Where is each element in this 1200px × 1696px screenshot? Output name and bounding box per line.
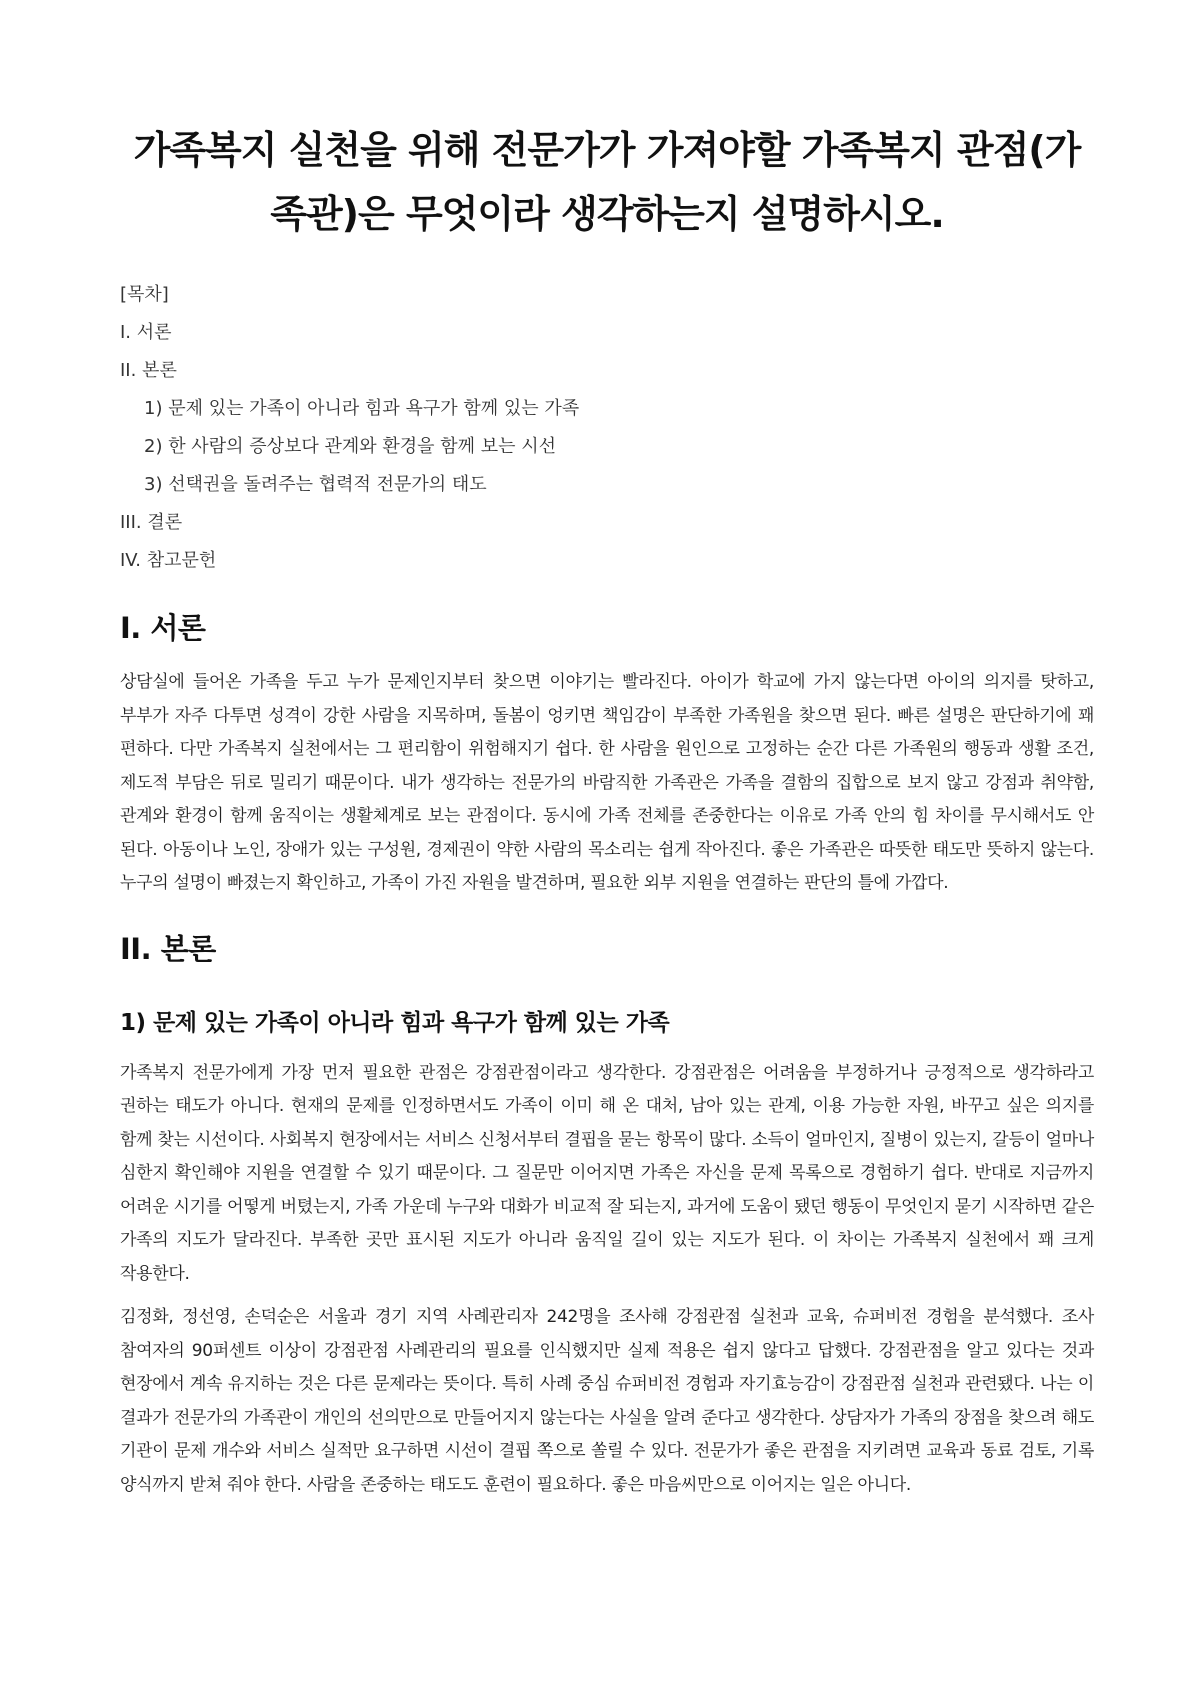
subsection-heading-1: 1) 문제 있는 가족이 아니라 힘과 욕구가 함께 있는 가족 bbox=[120, 1009, 670, 1036]
toc-item-conclusion: III. 결론 bbox=[120, 512, 183, 533]
section-heading-body: II. 본론 bbox=[120, 931, 216, 966]
table-of-contents bbox=[120, 276, 1094, 580]
toc-list bbox=[120, 314, 1094, 580]
body-paragraph-2: 김정화, 정선영, 손덕순은 서울과 경기 지역 사례관리자 242명을 조사해 강점관점 실천과 교육, 슈퍼비전 경험을 분석했다. 조사 참여자의 90퍼센트 이상이 강점관점 사례관리의 필요를 인식했지만 실제 적용은 쉽지 않다고 답했다. 강점관점을 알고 있다는 것과 현장에서 계속 유지하는 것은 다른 문제라는 뜻이다. 특히 사례 중심 슈퍼비전 경험과 자기효능감이 강점관점 실천과 관련됐다. 나는 이 결과가 전문가의 가족관이 개인의 선의만으로 만들어지지 않는다는 사실을 알려 준다고 생각한다. 상담자가 가족의 장점을 찾으려 해도 기관이 문제 개수와 서비스 실적만 요구하면 시선이 결핍 쪽으로 쏠릴 수 있다. 전문가가 좋은 관점을 지키려면 교육과 동료 검토, 기록 양식까지 받쳐 줘야 한다. 사람을 존중하는 태도도 훈련이 필요하다. 좋은 마음씨만으로 이어지는 일은 아니다. bbox=[120, 1307, 1094, 1495]
toc-item-intro: I. 서론 bbox=[120, 322, 172, 343]
section-body bbox=[120, 923, 1094, 1503]
body-paragraph-1: 가족복지 전문가에게 가장 먼저 필요한 관점은 강점관점이라고 생각한다. 강점관점은 어려움을 부정하거나 긍정적으로 생각하라고 권하는 태도가 아니다. 현재의 문제를 인정하면서도 가족이 이미 해 온 대처, 남아 있는 관계, 이용 가능한 자원, 바꾸고 싶은 의지를 함께 찾는 시선이다. 사회복지 현장에서는 서비스 신청서부터 결핍을 묻는 항목이 많다. 소득이 얼마인지, 질병이 있는지, 갈등이 얼마나 심한지 확인해야 지원을 연결할 수 있기 때문이다. 그 질문만 이어지면 가족은 자신을 문제 목록으로 경험하기 쉽다. 반대로 지금까지 어려운 시기를 어떻게 버텼는지, 가족 가운데 누구와 대화가 비교적 잘 되는지, 과거에 도움이 됐던 행동이 무엇인지 묻기 시작하면 같은 가족의 지도가 달라진다. 부족한 곳만 표시된 지도가 아니라 움직일 길이 있는 지도가 된다. 이 차이는 가족복지 실천에서 꽤 크게 작용한다. bbox=[120, 1062, 1095, 1284]
toc-item-body: II. 본론 bbox=[120, 360, 177, 381]
toc-item-body-2: 2) 한 사람의 증상보다 관계와 환경을 함께 보는 시선 bbox=[144, 436, 557, 457]
toc-item-body-3: 3) 선택권을 돌려주는 협력적 전문가의 태도 bbox=[144, 474, 487, 495]
toc-item-body-1: 1) 문제 있는 가족이 아니라 힘과 욕구가 함께 있는 가족 bbox=[144, 398, 580, 419]
section-intro bbox=[120, 602, 1094, 901]
toc-item-references: IV. 참고문헌 bbox=[120, 550, 217, 571]
toc-heading: [목차] bbox=[120, 284, 169, 305]
section-heading-intro: I. 서론 bbox=[120, 611, 206, 645]
document-title: 가족복지 실천을 위해 전문가가 가져야할 가족복지 관점(가족관)은 무엇이라 생각하는지 설명하시오. bbox=[133, 128, 1081, 236]
intro-paragraph: 상담실에 들어온 가족을 두고 누가 문제인지부터 찾으면 이야기는 빨라진다. 아이가 학교에 가지 않는다면 아이의 의지를 탓하고, 부부가 자주 다투면 성격이 강한 사람을 지목하며, 돌봄이 엉키면 책임감이 부족한 가족원을 찾으면 된다. 빠른 설명은 판단하기에 꽤 편하다. 다만 가족복지 실천에서는 그 편리함이 위험해지기 쉽다. 한 사람을 원인으로 고정하는 순간 다른 가족원의 행동과 생활 조건, 제도적 부담은 뒤로 밀리기 때문이다. 내가 생각하는 전문가의 바람직한 가족관은 가족을 결함의 집합으로 보지 않고 강점과 취약함, 관계와 환경이 함께 움직이는 생활체계로 보는 관점이다. 동시에 가족 전체를 존중한다는 이유로 가족 안의 힘 차이를 무시해서도 안 된다. 아동이나 노인, 장애가 있는 구성원, 경제권이 약한 사람의 목소리는 쉽게 작아진다. 좋은 가족관은 따뜻한 태도만 뜻하지 않는다. 누구의 설명이 빠졌는지 확인하고, 가족이 가진 자원을 발견하며, 필요한 외부 지원을 연결하는 판단의 틀에 가깝다. bbox=[120, 672, 1094, 893]
